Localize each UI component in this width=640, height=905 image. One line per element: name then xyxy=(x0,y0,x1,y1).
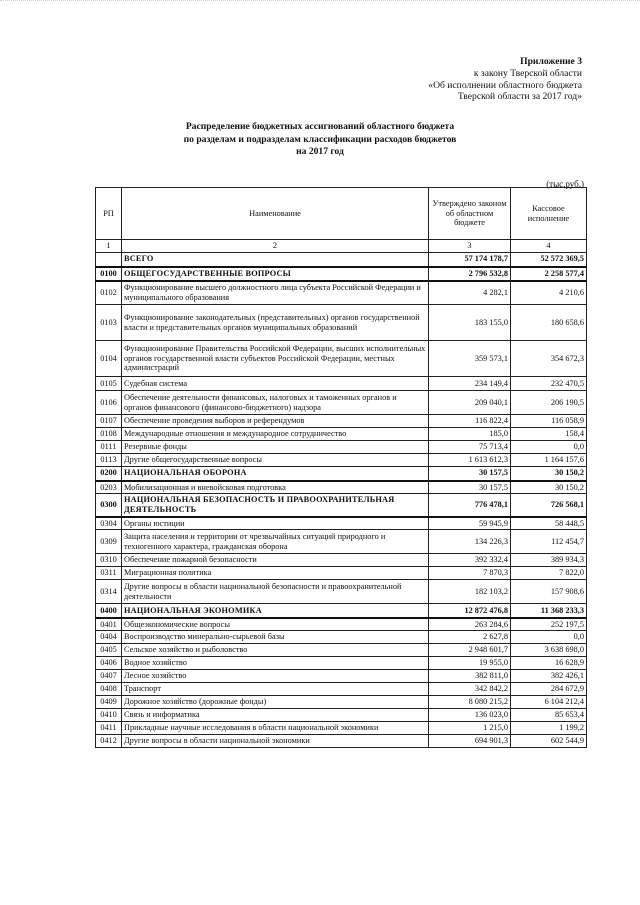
title-line: на 2017 год xyxy=(296,146,344,158)
table-row xyxy=(96,580,587,604)
row-executed: 0,0 xyxy=(511,631,587,644)
row-name: ВСЕГО xyxy=(122,253,429,267)
row-name: Международные отношения и международное сотрудничество xyxy=(122,428,429,441)
header-approved: Утверждено законом об областном бюджете xyxy=(429,188,511,240)
row-approved: 8 080 215,2 xyxy=(429,696,511,709)
row-executed: 284 672,9 xyxy=(511,683,587,696)
row-code: 0401 xyxy=(96,618,122,631)
column-number-row xyxy=(96,240,587,253)
row-name: Лесное хозяйство xyxy=(122,670,429,683)
row-executed: 354 672,3 xyxy=(511,341,587,377)
row-name: Другие общегосударственные вопросы xyxy=(122,454,429,467)
table-body xyxy=(96,253,587,748)
table-row xyxy=(96,644,587,657)
scan-artifact-line xyxy=(0,0,640,6)
column-number: 1 xyxy=(96,240,122,253)
row-approved: 694 901,3 xyxy=(429,735,511,748)
table-row xyxy=(96,454,587,467)
row-name: Мобилизационная и вневойсковая подготовка xyxy=(122,481,429,494)
row-name: Дорожное хозяйство (дорожные фонды) xyxy=(122,696,429,709)
row-code xyxy=(96,253,122,267)
row-code: 0102 xyxy=(96,281,122,305)
row-name: ОБЩЕГОСУДАРСТВЕННЫЕ ВОПРОСЫ xyxy=(122,267,429,281)
row-code: 0412 xyxy=(96,735,122,748)
row-approved: 30 157,5 xyxy=(429,481,511,494)
row-code: 0311 xyxy=(96,567,122,580)
row-code: 0106 xyxy=(96,391,122,415)
row-code: 0411 xyxy=(96,722,122,735)
row-name: Функционирование высшего должностного лица субъекта Российской Федерации и муниципального образования xyxy=(122,281,429,305)
row-name: Функционирование Правительства Российской Федерации, высших исполнительных органов государственной власти субъектов Российской Федерации, местных администраций xyxy=(122,341,429,377)
row-executed: 3 638 698,0 xyxy=(511,644,587,657)
table-row xyxy=(96,683,587,696)
row-name: Обеспечение проведения выборов и референдумов xyxy=(122,415,429,428)
table-row xyxy=(96,428,587,441)
row-name: НАЦИОНАЛЬНАЯ БЕЗОПАСНОСТЬ И ПРАВООХРАНИТЕЛЬНАЯ ДЕЯТЕЛЬНОСТЬ xyxy=(122,494,429,517)
row-executed: 726 568,1 xyxy=(511,494,587,517)
row-name: Транспорт xyxy=(122,683,429,696)
row-approved: 4 282,1 xyxy=(429,281,511,305)
table-row xyxy=(96,735,587,748)
row-code: 0409 xyxy=(96,696,122,709)
row-executed: 389 934,3 xyxy=(511,554,587,567)
row-approved: 116 822,4 xyxy=(429,415,511,428)
row-code: 0408 xyxy=(96,683,122,696)
row-name: Прикладные научные исследования в области национальной экономики xyxy=(122,722,429,735)
row-approved: 12 872 476,8 xyxy=(429,604,511,618)
table-row xyxy=(96,377,587,391)
table-row xyxy=(96,670,587,683)
row-name: Обеспечение пожарной безопасности xyxy=(122,554,429,567)
row-code: 0404 xyxy=(96,631,122,644)
section-row xyxy=(96,467,587,481)
column-number: 4 xyxy=(511,240,587,253)
row-executed: 232 470,5 xyxy=(511,377,587,391)
row-code: 0203 xyxy=(96,481,122,494)
table-row xyxy=(96,631,587,644)
section-row xyxy=(96,253,587,267)
units-label: (тыс.руб.) xyxy=(546,179,584,189)
row-approved: 183 155,0 xyxy=(429,305,511,341)
row-code: 0314 xyxy=(96,580,122,604)
row-approved: 59 945,9 xyxy=(429,517,511,530)
row-executed: 52 572 369,5 xyxy=(511,253,587,267)
row-approved: 382 811,0 xyxy=(429,670,511,683)
row-executed: 58 448,5 xyxy=(511,517,587,530)
row-name: Другие вопросы в области национальной безопасности и правоохранительной деятельности xyxy=(122,580,429,604)
row-approved: 263 284,6 xyxy=(429,618,511,631)
row-executed: 252 197,5 xyxy=(511,618,587,631)
row-code: 0406 xyxy=(96,657,122,670)
row-name: Миграционная политика xyxy=(122,567,429,580)
section-row xyxy=(96,494,587,517)
header-name: Наименование xyxy=(122,188,429,240)
column-number: 2 xyxy=(122,240,429,253)
row-approved: 75 713,4 xyxy=(429,441,511,454)
row-code: 0103 xyxy=(96,305,122,341)
row-name: Органы юстиции xyxy=(122,517,429,530)
row-approved: 342 842,2 xyxy=(429,683,511,696)
appendix-block xyxy=(282,56,582,103)
table-row xyxy=(96,281,587,305)
table-row xyxy=(96,481,587,494)
row-name: Сельское хозяйство и рыболовство xyxy=(122,644,429,657)
budget-table xyxy=(95,187,587,748)
table-row xyxy=(96,391,587,415)
header-executed: Кассовое исполнение xyxy=(511,188,587,240)
appendix-title: Приложение 3 xyxy=(520,56,582,67)
row-executed: 85 653,4 xyxy=(511,709,587,722)
title-line: по разделам и подразделам классификации расходов бюджетов xyxy=(183,133,457,145)
row-executed: 2 258 577,4 xyxy=(511,267,587,281)
row-code: 0304 xyxy=(96,517,122,530)
row-approved: 182 103,2 xyxy=(429,580,511,604)
row-approved: 234 149,4 xyxy=(429,377,511,391)
row-name: Функционирование законодательных (представительных) органов государственной власти и представительных органов муниципальных образований xyxy=(122,305,429,341)
row-approved: 134 226,3 xyxy=(429,530,511,554)
row-code: 0410 xyxy=(96,709,122,722)
row-code: 0300 xyxy=(96,494,122,517)
row-executed: 157 908,6 xyxy=(511,580,587,604)
row-code: 0111 xyxy=(96,441,122,454)
row-code: 0113 xyxy=(96,454,122,467)
row-name: Обеспечение деятельности финансовых, налоговых и таможенных органов и органов финансового (финансово-бюджетного) надзора xyxy=(122,391,429,415)
table-row xyxy=(96,696,587,709)
table-row xyxy=(96,554,587,567)
row-approved: 185,0 xyxy=(429,428,511,441)
section-row xyxy=(96,267,587,281)
row-executed: 158,4 xyxy=(511,428,587,441)
row-executed: 116 058,9 xyxy=(511,415,587,428)
table-header-row xyxy=(96,188,587,240)
row-approved: 2 627,8 xyxy=(429,631,511,644)
row-name: Другие вопросы в области национальной экономики xyxy=(122,735,429,748)
document-title xyxy=(120,121,520,159)
row-name: Связь и информатика xyxy=(122,709,429,722)
row-code: 0100 xyxy=(96,267,122,281)
table-row xyxy=(96,709,587,722)
appendix-line: «Об исполнении областного бюджета xyxy=(428,79,582,91)
row-name: НАЦИОНАЛЬНАЯ ОБОРОНА xyxy=(122,467,429,481)
row-code: 0310 xyxy=(96,554,122,567)
row-code: 0200 xyxy=(96,467,122,481)
table-row xyxy=(96,517,587,530)
row-approved: 2 948 601,7 xyxy=(429,644,511,657)
appendix-line: Тверской области за 2017 год» xyxy=(457,91,582,103)
row-name: Воспроизводство минерально-сырьевой базы xyxy=(122,631,429,644)
header-code: РП xyxy=(96,188,122,240)
row-approved: 392 332,4 xyxy=(429,554,511,567)
table-row xyxy=(96,567,587,580)
row-approved: 57 174 178,7 xyxy=(429,253,511,267)
table-row xyxy=(96,722,587,735)
row-executed: 1 164 157,6 xyxy=(511,454,587,467)
table-row xyxy=(96,618,587,631)
row-approved: 30 157,5 xyxy=(429,467,511,481)
table-row xyxy=(96,341,587,377)
title-line: Распределение бюджетных ассигнований областного бюджета xyxy=(185,121,455,132)
row-approved: 1 613 612,3 xyxy=(429,454,511,467)
row-executed: 382 426,1 xyxy=(511,670,587,683)
row-name: НАЦИОНАЛЬНАЯ ЭКОНОМИКА xyxy=(122,604,429,618)
row-name: Резервные фонды xyxy=(122,441,429,454)
row-approved: 359 573,1 xyxy=(429,341,511,377)
section-row xyxy=(96,604,587,618)
table-row xyxy=(96,305,587,341)
row-approved: 136 023,0 xyxy=(429,709,511,722)
row-executed: 206 190,5 xyxy=(511,391,587,415)
table-row xyxy=(96,530,587,554)
row-code: 0405 xyxy=(96,644,122,657)
row-approved: 776 478,1 xyxy=(429,494,511,517)
table-row xyxy=(96,657,587,670)
row-name: Водное хозяйство xyxy=(122,657,429,670)
row-code: 0105 xyxy=(96,377,122,391)
row-code: 0400 xyxy=(96,604,122,618)
row-executed: 4 210,6 xyxy=(511,281,587,305)
row-approved: 2 796 532,8 xyxy=(429,267,511,281)
table-row xyxy=(96,415,587,428)
row-code: 0309 xyxy=(96,530,122,554)
row-executed: 602 544,9 xyxy=(511,735,587,748)
row-approved: 7 870,3 xyxy=(429,567,511,580)
row-executed: 112 454,7 xyxy=(511,530,587,554)
row-code: 0107 xyxy=(96,415,122,428)
row-name: Защита населения и территории от чрезвычайных ситуаций природного и техногенного характера, гражданская оборона xyxy=(122,530,429,554)
row-code: 0108 xyxy=(96,428,122,441)
row-approved: 19 955,0 xyxy=(429,657,511,670)
row-approved: 1 215,0 xyxy=(429,722,511,735)
row-name: Судебная система xyxy=(122,377,429,391)
row-name: Общеэкономические вопросы xyxy=(122,618,429,631)
row-executed: 16 628,9 xyxy=(511,657,587,670)
appendix-line: к закону Тверской области xyxy=(473,67,582,79)
row-executed: 30 150,2 xyxy=(511,481,587,494)
row-executed: 30 150,2 xyxy=(511,467,587,481)
row-executed: 11 368 233,3 xyxy=(511,604,587,618)
column-number: 3 xyxy=(429,240,511,253)
row-executed: 1 199,2 xyxy=(511,722,587,735)
row-executed: 6 104 212,4 xyxy=(511,696,587,709)
table-row xyxy=(96,441,587,454)
row-executed: 0,0 xyxy=(511,441,587,454)
row-approved: 209 040,1 xyxy=(429,391,511,415)
row-code: 0407 xyxy=(96,670,122,683)
row-executed: 180 658,6 xyxy=(511,305,587,341)
row-executed: 7 822,0 xyxy=(511,567,587,580)
row-code: 0104 xyxy=(96,341,122,377)
